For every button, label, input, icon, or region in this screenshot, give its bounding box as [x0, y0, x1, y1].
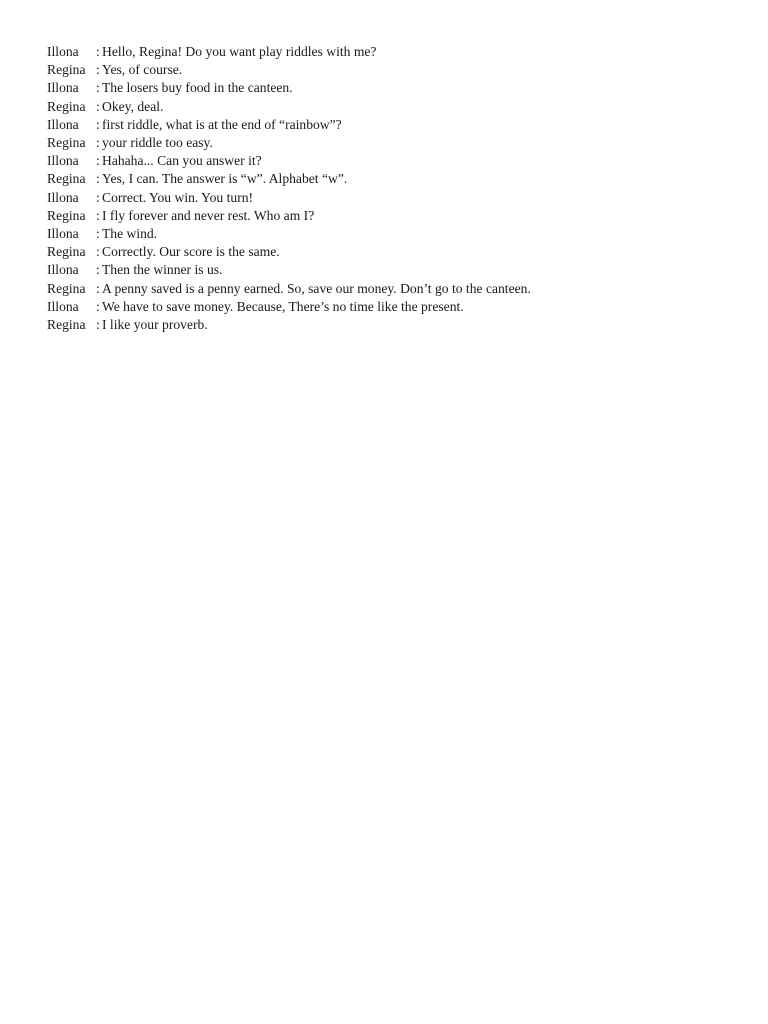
speaker-name: Regina: [47, 135, 86, 151]
speaker-separator: :: [96, 207, 100, 223]
dialogue-line: [47, 207, 747, 225]
speaker-separator: :: [96, 298, 100, 314]
speaker-separator: :: [96, 226, 100, 242]
speaker-separator: :: [96, 280, 100, 296]
dialogue-text: Then the winner is us.: [102, 262, 223, 278]
speaker-name: Illona: [47, 80, 79, 96]
speaker-name: Regina: [47, 171, 86, 187]
dialogue-line: [47, 298, 747, 316]
dialogue-line: [47, 152, 747, 170]
speaker-name: Regina: [47, 62, 86, 78]
dialogue-line: [47, 316, 747, 334]
speaker-separator: :: [96, 98, 100, 114]
speaker-separator: :: [96, 262, 100, 278]
dialogue-line: [47, 225, 747, 243]
dialogue-line: [47, 116, 747, 134]
dialogue-line: [47, 134, 747, 152]
speaker-name: Illona: [47, 189, 79, 205]
speaker-name: Regina: [47, 280, 86, 296]
dialogue-text: Yes, I can. The answer is “w”. Alphabet “w”.: [102, 171, 348, 187]
speaker-name: Illona: [47, 298, 79, 314]
speaker-separator: :: [96, 189, 100, 205]
speaker-separator: :: [96, 135, 100, 151]
speaker-separator: :: [96, 80, 100, 96]
speaker-separator: :: [96, 62, 100, 78]
speaker-name: Illona: [47, 153, 79, 169]
dialogue-line: [47, 243, 747, 261]
speaker-separator: :: [96, 171, 100, 187]
speaker-name: Illona: [47, 116, 79, 132]
dialogue-text: Correct. You win. You turn!: [102, 189, 254, 205]
speaker-name: Regina: [47, 317, 86, 333]
dialogue-line: [47, 61, 747, 79]
speaker-name: Illona: [47, 262, 79, 278]
dialogue-text: I like your proverb.: [102, 317, 208, 333]
speaker-separator: :: [96, 153, 100, 169]
dialogue-text: A penny saved is a penny earned. So, save our money. Don’t go to the canteen.: [102, 280, 531, 296]
speaker-name: Regina: [47, 98, 86, 114]
speaker-separator: :: [96, 44, 100, 59]
dialogue-text: I fly forever and never rest. Who am I?: [102, 207, 315, 223]
dialogue-line: [47, 261, 747, 279]
dialogue-text: Correctly. Our score is the same.: [102, 244, 280, 260]
speaker-separator: :: [96, 317, 100, 333]
dialogue-text: Hello, Regina! Do you want play riddles with me?: [102, 44, 377, 59]
dialogue-text: first riddle, what is at the end of “rainbow”?: [102, 116, 342, 132]
dialogue-line: [47, 98, 747, 116]
dialogue-text: We have to save money. Because, There’s no time like the present.: [102, 298, 464, 314]
dialogue-text: Okey, deal.: [102, 98, 164, 114]
dialogue-text: Yes, of course.: [102, 62, 183, 78]
dialogue-text: The wind.: [102, 226, 158, 242]
dialogue-text: The losers buy food in the canteen.: [102, 80, 293, 96]
speaker-name: Illona: [47, 44, 79, 59]
speaker-name: Regina: [47, 244, 86, 260]
dialogue-line: [47, 189, 747, 207]
dialogue-line: [47, 280, 747, 298]
dialogue-line: [47, 170, 747, 188]
speaker-separator: :: [96, 116, 100, 132]
speaker-name: Illona: [47, 226, 79, 242]
dialogue-transcript: [47, 43, 747, 334]
speaker-separator: :: [96, 244, 100, 260]
dialogue-text: Hahaha... Can you answer it?: [102, 153, 262, 169]
dialogue-text: your riddle too easy.: [102, 135, 213, 151]
dialogue-line: [47, 79, 747, 97]
speaker-name: Regina: [47, 207, 86, 223]
dialogue-line: [47, 43, 747, 61]
